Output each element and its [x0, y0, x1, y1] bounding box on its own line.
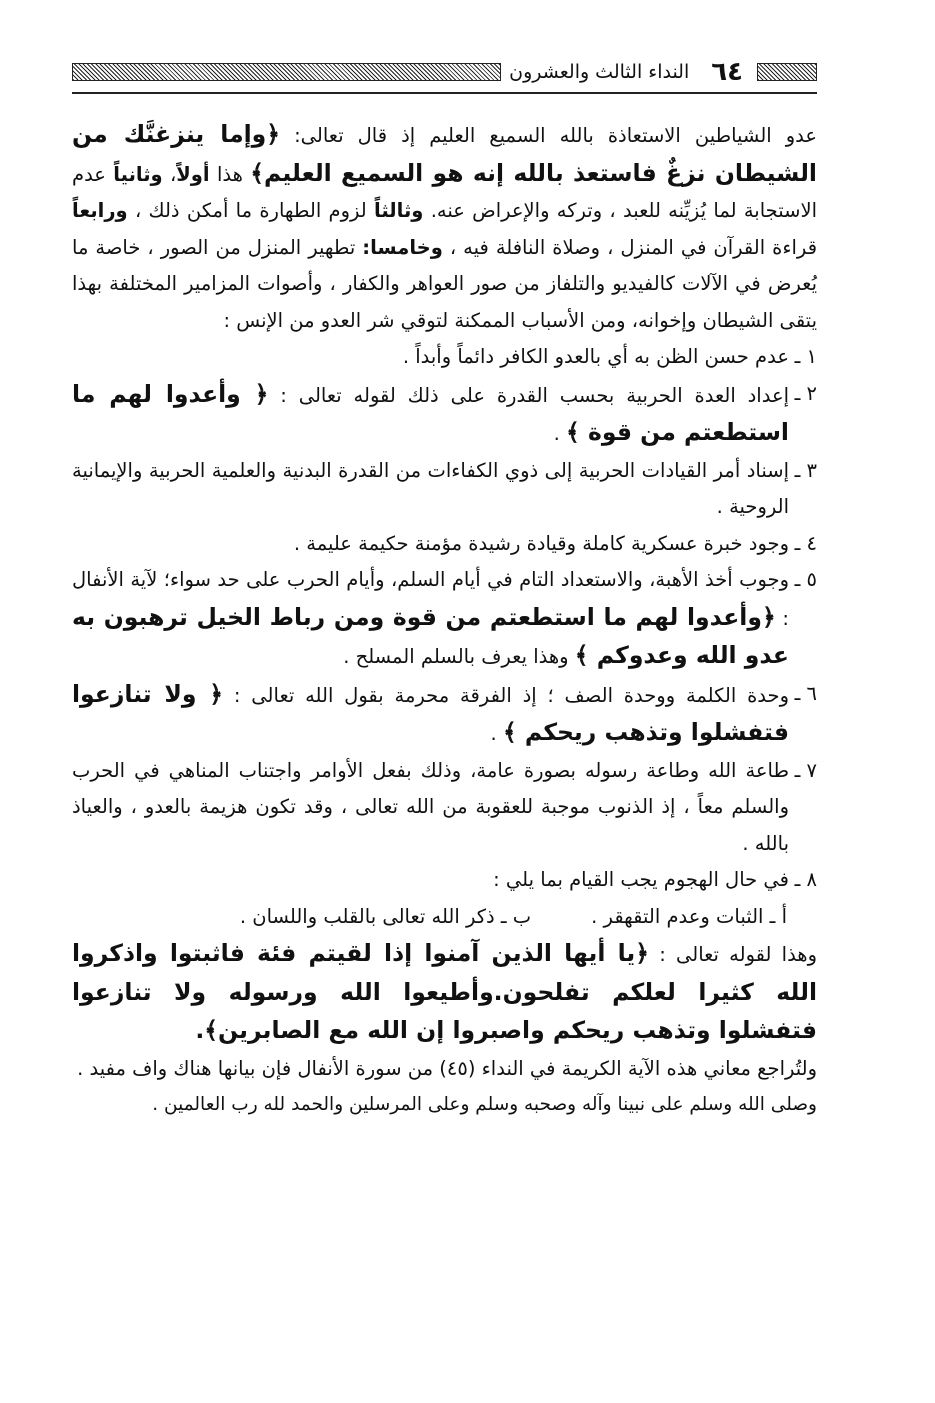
- item-text: .: [553, 422, 560, 445]
- item-number: ٨ ـ: [794, 868, 817, 891]
- item-number: ٢ ـ: [794, 381, 817, 405]
- reference-paragraph: ولتُراجع معاني هذه الآية الكريمة في النداء (٤٥) من سورة الأنفال فإن بيانها هناك واف مفيد .: [77, 1056, 817, 1080]
- item-number: ٤ ـ: [794, 531, 817, 555]
- item-text: إعداد العدة الحربية بحسب القدرة على ذلك لقوله تعالى :: [280, 383, 789, 407]
- page-body: [72, 116, 817, 1124]
- list-item: [72, 526, 817, 563]
- list-item: [72, 753, 817, 863]
- item-text: في حال الهجوم يجب القيام بما يلي :: [493, 868, 789, 891]
- quran-verse: ﴿وأعدوا لهم ما استطعتم من قوة ومن رباط الخيل ترهبون به عدو الله وعدوكم ﴾: [72, 602, 789, 669]
- item-text: وهذا يعرف بالسلم المسلح .: [343, 645, 569, 668]
- intro-text: لزوم الطهارة ما أمكن ذلك ،: [134, 199, 367, 222]
- intro-paragraph: عدو الشياطين الاستعاذة بالله السميع العليم إذ قال تعالى: ﴿وإما ينزغنَّك من الشيطان نزغٌ فاستعذ بالله إنه هو السميع العليم﴾ هذا أولاً، وثانياً عدم الاستجابة لما يُزيِّنه للعبد ، وتركه والإعراض عنه. وثالثاً لزوم الطهارة ما أمكن ذلك ، ورابعاً قراءة القرآن في المنزل ، وصلاة النافلة فيه ، وخامسا: تطهير المنزل من الصور ، خاصة ما يُعرض في الآلات كالفيديو والتلفاز من صور العواهر والكفار ، وأصوات المزامير المختلفة بهذا يتقى الشيطان وإخوانه، ومن الأسباب الممكنة لتوقي شر العدو من الإنس :: [72, 120, 818, 332]
- quran-verse: ﴿ ولا تنازعوا فتفشلوا وتذهب ريحكم ﴾: [72, 679, 789, 746]
- intro-text: عدو الشياطين الاستعاذة بالله السميع العليم إذ قال تعالى:: [294, 124, 817, 147]
- item-text: طاعة الله وطاعة رسوله بصورة عامة، وذلك بفعل الأوامر واجتناب المناهي في الحرب والسلم معاً ، إذ الذنوب موجبة للعقوبة من الله تعالى ، وقد تكون هزيمة بالعدو ، والعياذ بالله .: [72, 758, 789, 855]
- quran-verse: ﴿يا أيها الذين آمنوا إذا لقيتم فئة فاثبتوا واذكروا الله كثيرا لعلكم تفلحون.وأطيعوا الله ورسوله ولا تنازعوا فتفشلوا وتذهب ريحكم واصبروا إن الله مع الصابرين﴾.: [72, 939, 817, 1044]
- list-item: [72, 453, 817, 526]
- quran-verse: ﴿ وأعدوا لهم ما استطعتم من قوة ﴾: [72, 379, 789, 446]
- page-number: ٦٤: [711, 57, 743, 87]
- list-item: [72, 339, 817, 376]
- list-item: [72, 376, 817, 453]
- point-label: أولاً: [176, 162, 210, 186]
- quran-verse: ﴿وإما ينزغنَّك من الشيطان نزغٌ فاستعذ بالله إنه هو السميع العليم﴾: [72, 120, 817, 187]
- running-title: النداء الثالث والعشرون: [509, 61, 690, 83]
- item-text: عدم حسن الظن به أي بالعدو الكافر دائماً وأبداً .: [402, 345, 789, 368]
- point-label: ورابعاً: [72, 199, 128, 222]
- list-item: [72, 862, 817, 899]
- verse-lead: وهذا لقوله تعالى :: [659, 943, 818, 966]
- final-verse-paragraph: [72, 935, 817, 1051]
- page-header: [72, 52, 817, 94]
- point-label: وثانياً: [113, 162, 163, 186]
- intro-text: هذا: [216, 162, 243, 186]
- item-number: ١ ـ: [794, 345, 817, 368]
- item-number: ٦ ـ: [794, 681, 817, 705]
- header-ornament-right: [757, 63, 817, 81]
- intro-text: عدم الاستجابة لما يُزيِّنه للعبد ، وتركه والإعراض عنه.: [72, 162, 818, 222]
- item-text: إسناد أمر القيادات الحربية إلى ذوي الكفاءات من القدرة البدنية والعلمية الحربية والإيمانية الروحية .: [72, 458, 789, 518]
- intro-text: تطهير المنزل من الصور ، خاصة ما يُعرض في الآلات كالفيديو والتلفاز من صور العواهر والكفار ، وأصوات المزامير المختلفة بهذا يتقى الشيطان وإخوانه، ومن الأسباب الممكنة لتوقي شر العدو من الإنس :: [72, 235, 817, 332]
- sub-items: [72, 899, 817, 936]
- numbered-list: [72, 339, 817, 899]
- sub-item: أ ـ الثبات وعدم التقهقر .: [591, 904, 787, 928]
- page: [72, 52, 817, 1124]
- list-item: [72, 562, 817, 676]
- intro-text: قراءة القرآن في المنزل ، وصلاة النافلة فيه ،: [449, 235, 818, 259]
- item-text: وجود خبرة عسكرية كاملة وقيادة رشيدة مؤمنة حكيمة عليمة .: [293, 531, 789, 555]
- item-text: وحدة الكلمة ووحدة الصف ؛ إذ الفرقة محرمة بقول الله تعالى :: [233, 683, 790, 707]
- item-number: ٧ ـ: [794, 758, 817, 782]
- header-ornament-left: [72, 63, 501, 81]
- list-item: [72, 676, 817, 753]
- closing-prayer: وصلى الله وسلم على نبينا وآله وصحبه وسلم وعلى المرسلين والحمد لله رب العالمين .: [152, 1094, 817, 1115]
- item-number: ٣ ـ: [794, 458, 817, 482]
- sub-item: ب ـ ذكر الله تعالى بالقلب واللسان .: [239, 904, 532, 928]
- item-text: وجوب أخذ الأهبة، والاستعداد التام في أيام السلم، وأيام الحرب على حد سواء؛ لآية الأنفال :: [72, 568, 789, 630]
- item-number: ٥ ـ: [794, 568, 817, 591]
- point-label: وخامسا:: [362, 235, 443, 259]
- point-label: وثالثاً: [374, 199, 424, 222]
- item-text: .: [490, 722, 497, 745]
